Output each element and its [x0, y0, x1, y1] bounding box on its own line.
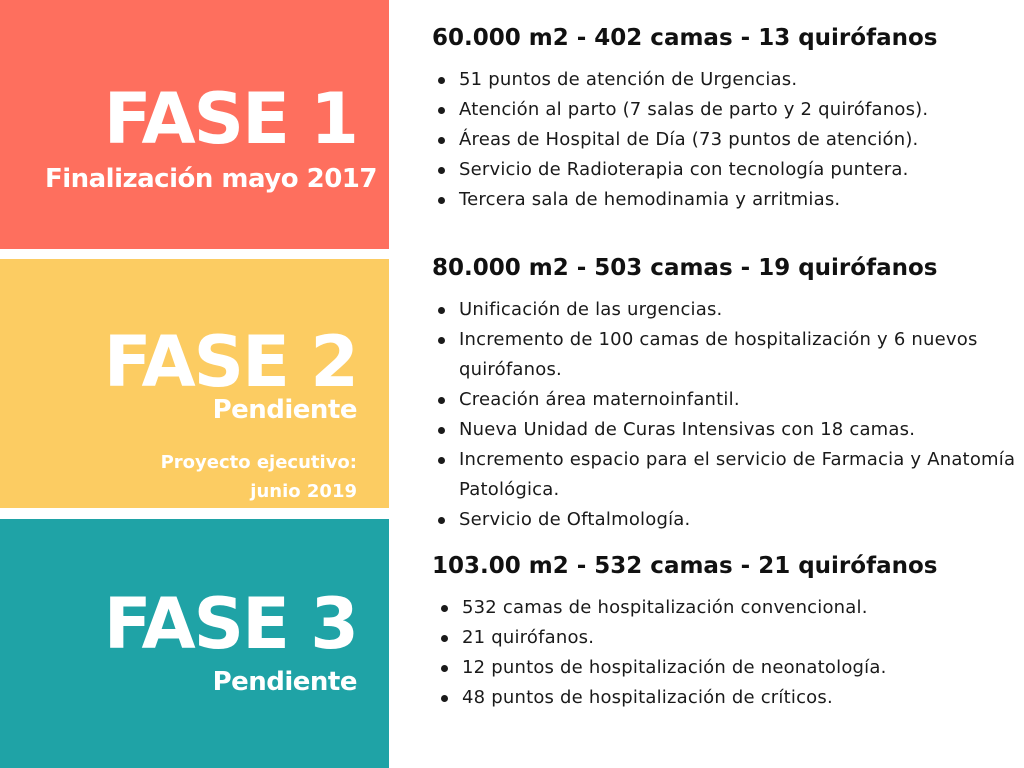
list-item: Incremento espacio para el servicio de Farmacia y Anatomía Patológica. [432, 445, 1017, 505]
phase-2-title: FASE 2 [103, 321, 357, 403]
list-item: 12 puntos de hospitalización de neonatología. [432, 653, 1017, 683]
phase-2-list [432, 295, 1017, 535]
phase-3-details [432, 551, 1017, 713]
list-item: Nueva Unidad de Curas Intensivas con 18 camas. [432, 415, 1017, 445]
phase-1-status: Finalización mayo 2017 [44, 164, 377, 194]
list-item: Servicio de Oftalmología. [432, 505, 1017, 535]
phase-1-panel [0, 0, 389, 249]
phase-3-title: FASE 3 [103, 583, 357, 665]
phase-1-title: FASE 1 [103, 78, 357, 160]
phase-2-panel [0, 259, 389, 508]
phase-2-project-note: Proyecto ejecutivo: junio 2019 [160, 452, 357, 502]
list-item: Áreas de Hospital de Día (73 puntos de atención). [432, 125, 1017, 155]
phase-2-heading: 80.000 m2 - 503 camas - 19 quirófanos [432, 255, 938, 281]
phase-1-list [432, 65, 1017, 215]
list-item: Servicio de Radioterapia con tecnología puntera. [432, 155, 1017, 185]
list-item: Creación área maternoinfantil. [432, 385, 1017, 415]
phase-3-heading: 103.00 m2 - 532 camas - 21 quirófanos [432, 553, 938, 579]
phase-3-panel [0, 519, 389, 768]
list-item: 21 quirófanos. [432, 623, 1017, 653]
list-item: Incremento de 100 camas de hospitalización y 6 nuevos quirófanos. [432, 325, 1017, 385]
phase-1-details [432, 23, 1017, 215]
list-item: Tercera sala de hemodinamia y arritmias. [432, 185, 1017, 215]
phase-1-heading: 60.000 m2 - 402 camas - 13 quirófanos [432, 25, 938, 51]
phase-3-status: Pendiente [212, 667, 357, 697]
list-item: Atención al parto (7 salas de parto y 2 quirófanos). [432, 95, 1017, 125]
list-item: 48 puntos de hospitalización de críticos. [432, 683, 1017, 713]
list-item: 51 puntos de atención de Urgencias. [432, 65, 1017, 95]
phase-3-list [432, 593, 1017, 713]
list-item: 532 camas de hospitalización convencional. [432, 593, 1017, 623]
phase-2-details [432, 253, 1017, 535]
phase-2-status: Pendiente [212, 395, 357, 425]
list-item: Unificación de las urgencias. [432, 295, 1017, 325]
